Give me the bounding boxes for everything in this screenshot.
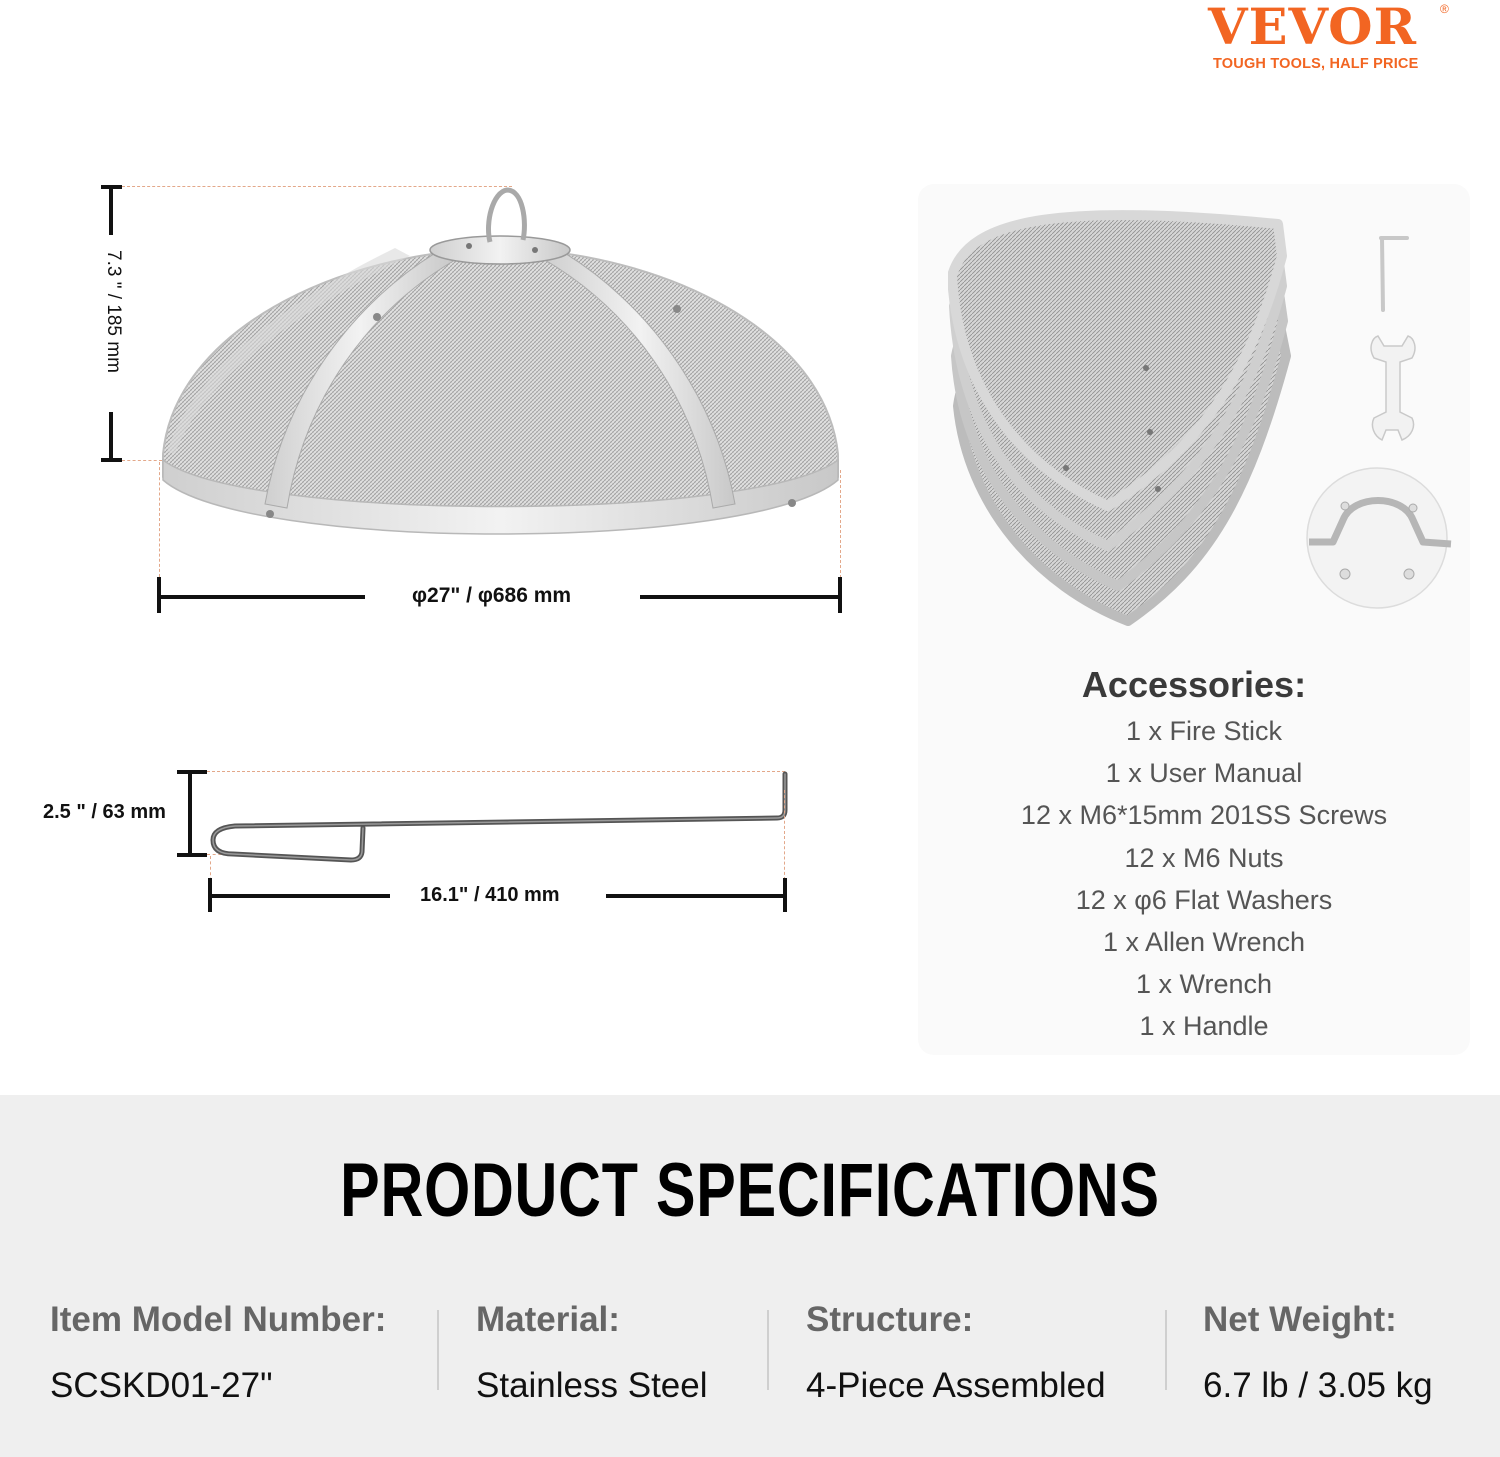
stick-dim-vertical xyxy=(188,770,192,856)
stick-guide-right xyxy=(784,790,785,880)
mesh-panels-icon xyxy=(948,206,1293,626)
registered-mark: ® xyxy=(1440,2,1449,16)
spec-material xyxy=(476,1300,708,1406)
spec-label: Net Weight: xyxy=(1203,1300,1397,1339)
spec-value: SCSKD01-27" xyxy=(50,1366,273,1405)
spec-label: Structure: xyxy=(806,1300,974,1339)
spec-value: 6.7 lb / 3.05 kg xyxy=(1203,1366,1433,1405)
accessories-title: Accessories: xyxy=(1081,664,1307,705)
accessory-item: 1 x User Manual xyxy=(1105,758,1303,789)
stick-len-line-right xyxy=(606,894,786,898)
brand-logo xyxy=(1208,0,1448,72)
stick-height-label: 2.5 " / 63 mm xyxy=(43,801,166,823)
stick-length-label: 16.1" / 410 mm xyxy=(420,884,560,906)
handle-icon xyxy=(1303,466,1455,611)
stick-cap-bottom xyxy=(177,853,207,857)
accessory-item: 1 x Allen Wrench xyxy=(1102,927,1306,958)
spec-value: Stainless Steel xyxy=(476,1366,708,1405)
dome-diameter-label: φ27" / φ686 mm xyxy=(412,584,572,607)
dim-line-bottom xyxy=(109,412,113,462)
stick-len-cap-right xyxy=(783,878,787,912)
spec-model-number xyxy=(50,1300,386,1406)
spec-divider xyxy=(437,1310,439,1390)
allen-wrench-icon xyxy=(1373,234,1413,314)
spec-label: Item Model Number: xyxy=(50,1300,387,1339)
accessories-panel xyxy=(918,184,1470,1055)
wrench-icon xyxy=(1368,332,1418,442)
spec-label: Material: xyxy=(476,1300,620,1339)
dome-height-label: 7.3 " / 185 mm xyxy=(103,250,124,373)
product-specifications xyxy=(0,1095,1500,1457)
dim-line-right xyxy=(640,595,842,599)
spec-divider xyxy=(1165,1310,1167,1390)
spark-screen-dome-icon xyxy=(155,182,845,552)
dim-line-left xyxy=(157,595,365,599)
brand-tagline: TOUGH TOOLS, HALF PRICE xyxy=(1213,56,1419,72)
guide-right xyxy=(840,470,841,578)
spec-value: 4-Piece Assembled xyxy=(806,1366,1106,1405)
stick-cap-top xyxy=(177,770,207,774)
dim-cap-right xyxy=(838,577,842,613)
brand-name: VEVOR xyxy=(1208,0,1418,56)
specs-title: PRODUCT SPECIFICATIONS xyxy=(340,1148,1160,1233)
accessory-item: 12 x M6*15mm 201SS Screws xyxy=(1020,800,1388,831)
dim-line-top xyxy=(109,185,113,235)
fire-stick-icon xyxy=(205,768,795,868)
dim-cap-bottom xyxy=(101,458,122,462)
accessory-item: 12 x M6 Nuts xyxy=(1124,842,1284,873)
accessory-item: 1 x Handle xyxy=(1139,1011,1269,1042)
accessories-list xyxy=(918,710,1470,1048)
accessory-item: 1 x Fire Stick xyxy=(1125,716,1283,746)
spec-divider xyxy=(767,1310,769,1390)
spec-net-weight xyxy=(1203,1300,1433,1406)
stick-len-line-left xyxy=(208,894,390,898)
accessory-item: 1 x Wrench xyxy=(1135,969,1273,1000)
guide-left xyxy=(159,462,160,577)
accessory-item: 12 x φ6 Flat Washers xyxy=(1075,884,1333,915)
spec-structure xyxy=(806,1300,1106,1406)
